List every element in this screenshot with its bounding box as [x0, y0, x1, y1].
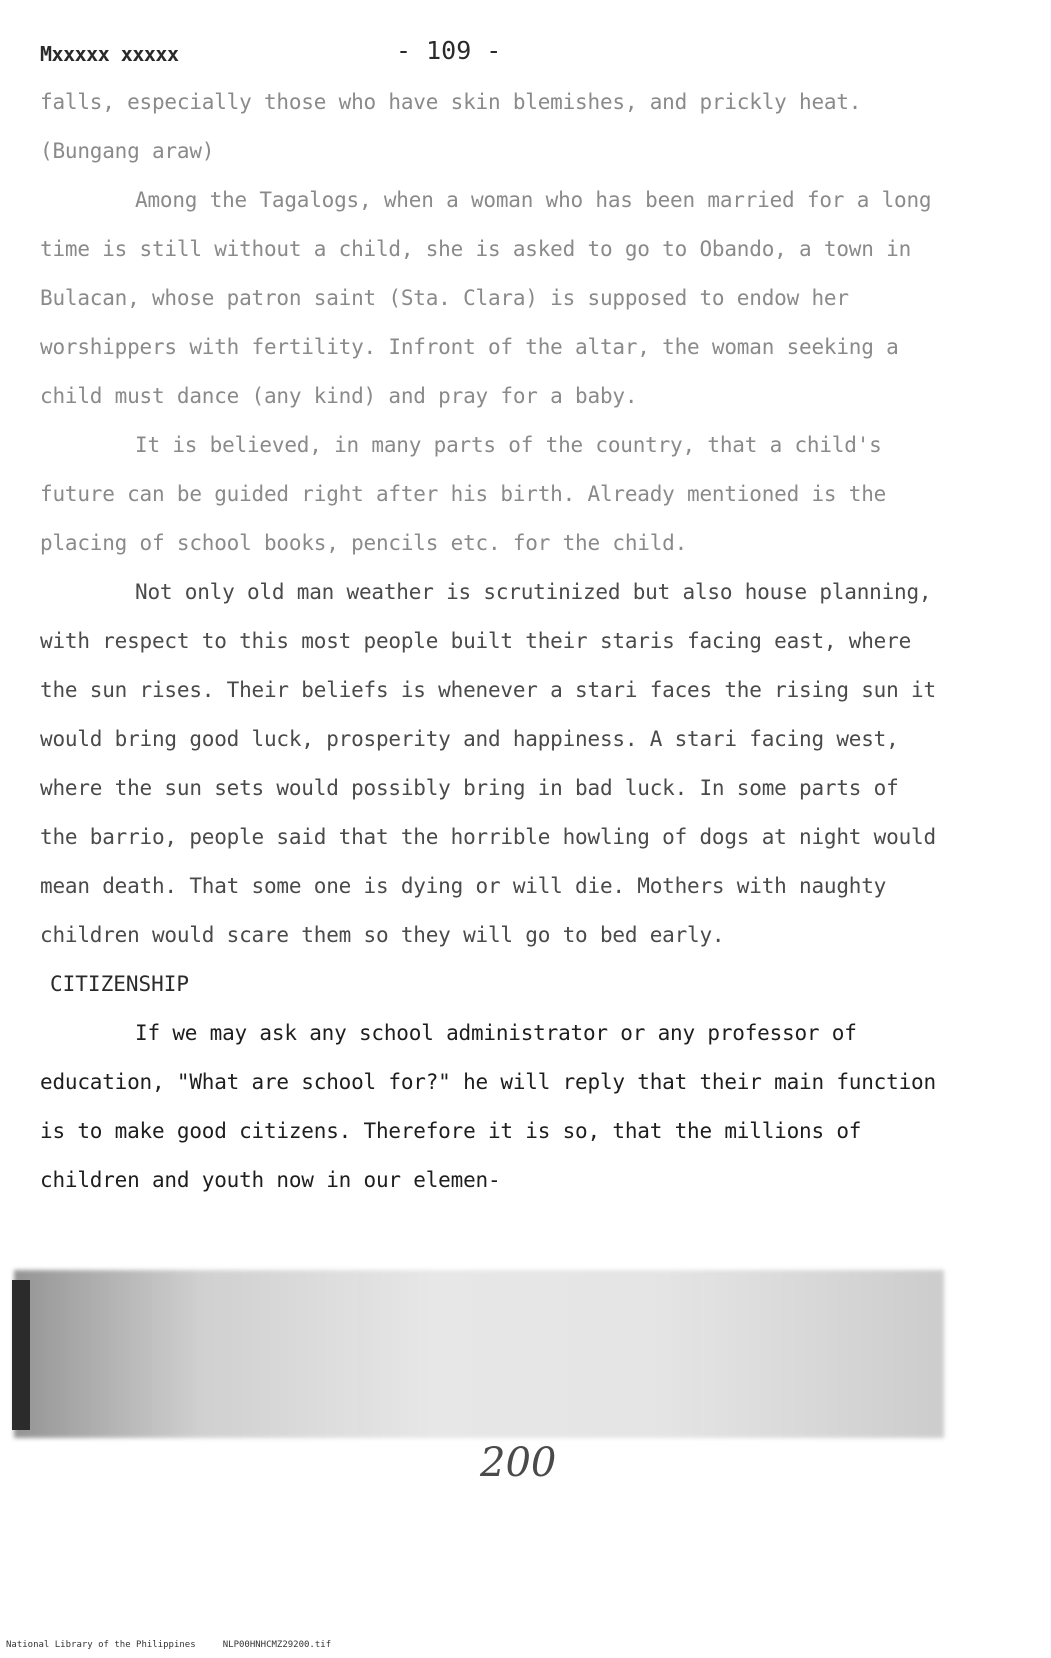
paragraph-child-future: It is believed, in many parts of the country, that a child's future can be guided right after his birth. Already mentioned is the placing of school books, pencils etc. for the child. [40, 433, 887, 555]
scan-shadow [14, 1270, 944, 1438]
paragraph-citizenship: If we may ask any school administrator or any professor of education, "What are school for?" he will reply that their main function is to make good citizens. Therefore it is so, that the millions of children and youth now in our elemen- [40, 1021, 936, 1192]
page-number: - 109 - [396, 36, 502, 65]
body-text [40, 78, 940, 1205]
handwritten-page-number: 200 [480, 1440, 557, 1486]
header-struck-text: Mxxxxx xxxxx [40, 42, 179, 66]
scan-edge [12, 1280, 30, 1430]
footer-archive-label: National Library of the Philippines NLP00HNHCMZ29200.tif [6, 1640, 332, 1650]
section-heading-citizenship: CITIZENSHIP [50, 972, 190, 996]
paragraph-continuation: falls, especially those who have skin blemishes, and prickly heat. (Bungang araw) [40, 90, 862, 163]
paragraph-house-planning: Not only old man weather is scrutinized but also house planning, with respect to this most people built their staris facing east, where the sun rises. Their beliefs is whenever a stari faces the rising sun it would bring good luck, prosperity and happiness. A stari facing west, where the sun sets would possibly bring in bad luck. In some parts of the barrio, people said that the horrible howling of dogs at night would mean death. That some one is dying or will die. Mothers with naughty children would scare them so they will go to bed early. [40, 580, 936, 947]
paragraph-tagalog-fertility: Among the Tagalogs, when a woman who has been married for a long time is still without a child, she is asked to go to Obando, a town in Bulacan, whose patron saint (Sta. Clara) is supposed to endow her worshippers with fertility. Infront of the altar, the woman seeking a child must dance (any kind) and pray for a baby. [40, 188, 932, 408]
